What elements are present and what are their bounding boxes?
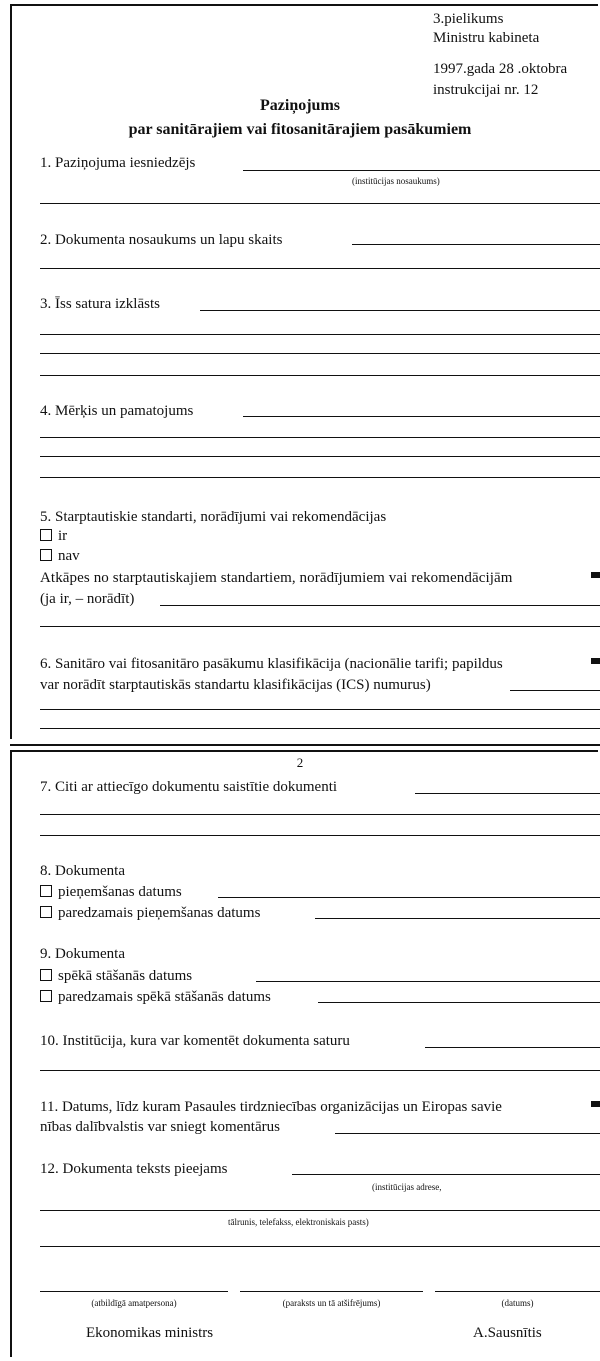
date-line[interactable] [435,1291,600,1292]
classification-field-line2[interactable] [40,709,600,710]
deviation-field[interactable] [160,605,600,606]
purpose-field[interactable] [243,416,600,417]
section-3-label: 3. Īss satura izklāsts [40,296,160,312]
document-subtitle: par sanitārajiem vai fitosanitārajiem pasākumiem [128,121,472,138]
classification-field[interactable] [510,690,600,691]
document-name-field[interactable] [352,244,600,245]
date-caption: (datums) [501,1298,534,1308]
purpose-field-line2[interactable] [40,437,600,438]
text-availability-field-line2[interactable] [40,1210,600,1211]
section-4-label: 4. Mērķis un pamatojums [40,403,194,419]
entry-into-force-option[interactable]: spēkā stāšanās datums [40,967,192,985]
text-availability-hint2: tālrunis, telefakss, elektroniskais pasts) [228,1217,369,1227]
section-11-text-line2: nības dalībvalstis var sniegt komentārus [40,1119,280,1135]
section-1-label: 1. Paziņojuma iesniedzējs [40,155,196,171]
comment-deadline-field[interactable] [335,1133,600,1134]
official-caption: (atbildīgā amatpersona) [91,1298,177,1308]
standards-option-yes[interactable]: ir [40,527,67,545]
summary-field[interactable] [200,310,600,311]
section-11-text-line1: 11. Datums, līdz kuram Pasaules tirdzniecības organizācijas un Eiropas savie [40,1099,502,1115]
deviation-text: Atkāpes no starptautiskajiem standartiem, norādījumiem vai rekomendācijām [40,570,513,586]
planned-entry-into-force-field[interactable] [318,1002,600,1003]
planned-entry-into-force-option[interactable]: paredzamais spēkā stāšanās datums [40,988,271,1006]
checkbox-planned-entry-into-force[interactable] [40,990,52,1002]
scan-edge-mark [591,572,600,578]
scan-edge-mark [591,658,600,664]
form-page-2 [10,750,598,1357]
signature-line[interactable] [240,1291,423,1292]
deviation-field-line2[interactable] [40,626,600,627]
signature-caption: (paraksts un tā atšifrējums) [282,1298,381,1308]
adoption-date-field[interactable] [218,897,600,898]
summary-field-line2[interactable] [40,334,600,335]
summary-field-line4[interactable] [40,375,600,376]
text-availability-field-line3[interactable] [40,1246,600,1247]
appendix-number: 3.pielikums [433,11,504,27]
adoption-date-option[interactable]: pieņemšanas datums [40,883,182,901]
submitter-field-hint: (institūcijas nosaukums) [352,176,440,186]
page-separator [10,744,600,746]
section-9-label: 9. Dokumenta [40,946,125,962]
section-8-label: 8. Dokumenta [40,863,125,879]
appendix-date: 1997.gada 28 .oktobra [433,61,568,77]
text-availability-field[interactable] [292,1174,600,1175]
related-docs-field-line2[interactable] [40,814,600,815]
commenting-institution-field-line2[interactable] [40,1070,600,1071]
deviation-hint: (ja ir, – norādīt) [40,591,135,607]
summary-field-line3[interactable] [40,353,600,354]
appendix-issuer: Ministru kabineta [433,30,540,46]
planned-adoption-date-option[interactable]: paredzamais pieņemšanas datums [40,904,260,922]
appendix-instruction: instrukcijai nr. 12 [433,82,539,98]
minister-title: Ekonomikas ministrs [86,1325,214,1341]
scan-edge-mark [591,1101,600,1107]
purpose-field-line4[interactable] [40,477,600,478]
checkbox-planned-adoption-date[interactable] [40,906,52,918]
planned-adoption-date-field[interactable] [315,918,600,919]
section-10-label: 10. Institūcija, kura var komentēt dokumenta saturu [40,1033,350,1049]
related-docs-field[interactable] [415,793,600,794]
checkbox-adoption-date[interactable] [40,885,52,897]
minister-name: A.Sausnītis [473,1325,542,1341]
section-6-text-line1: 6. Sanitāro vai fitosanitāro pasākumu klasifikācija (nacionālie tarifi; papildus [40,656,503,672]
section-12-label: 12. Dokumenta teksts pieejams [40,1161,228,1177]
document-name-field-line2[interactable] [40,268,600,269]
classification-field-line3[interactable] [40,728,600,729]
document-title: Paziņojums [260,97,340,114]
checkbox-entry-into-force[interactable] [40,969,52,981]
related-docs-field-line3[interactable] [40,835,600,836]
checkbox-yes[interactable] [40,529,52,541]
page-number: 2 [296,755,304,770]
submitter-field-line2[interactable] [40,203,600,204]
purpose-field-line3[interactable] [40,456,600,457]
section-6-text-line2: var norādīt starptautiskās standartu klasifikācijas (ICS) numurus) [40,677,431,693]
commenting-institution-field[interactable] [425,1047,600,1048]
checkbox-no[interactable] [40,549,52,561]
official-signature-line[interactable] [40,1291,228,1292]
section-7-label: 7. Citi ar attiecīgo dokumentu saistītie dokumenti [40,779,338,795]
standards-option-no[interactable]: nav [40,547,80,565]
section-5-label: 5. Starptautiskie standarti, norādījumi vai rekomendācijas [40,509,387,525]
text-availability-hint1: (institūcijas adrese, [372,1182,442,1192]
section-2-label: 2. Dokumenta nosaukums un lapu skaits [40,232,283,248]
entry-into-force-field[interactable] [256,981,600,982]
submitter-field[interactable] [243,170,600,171]
